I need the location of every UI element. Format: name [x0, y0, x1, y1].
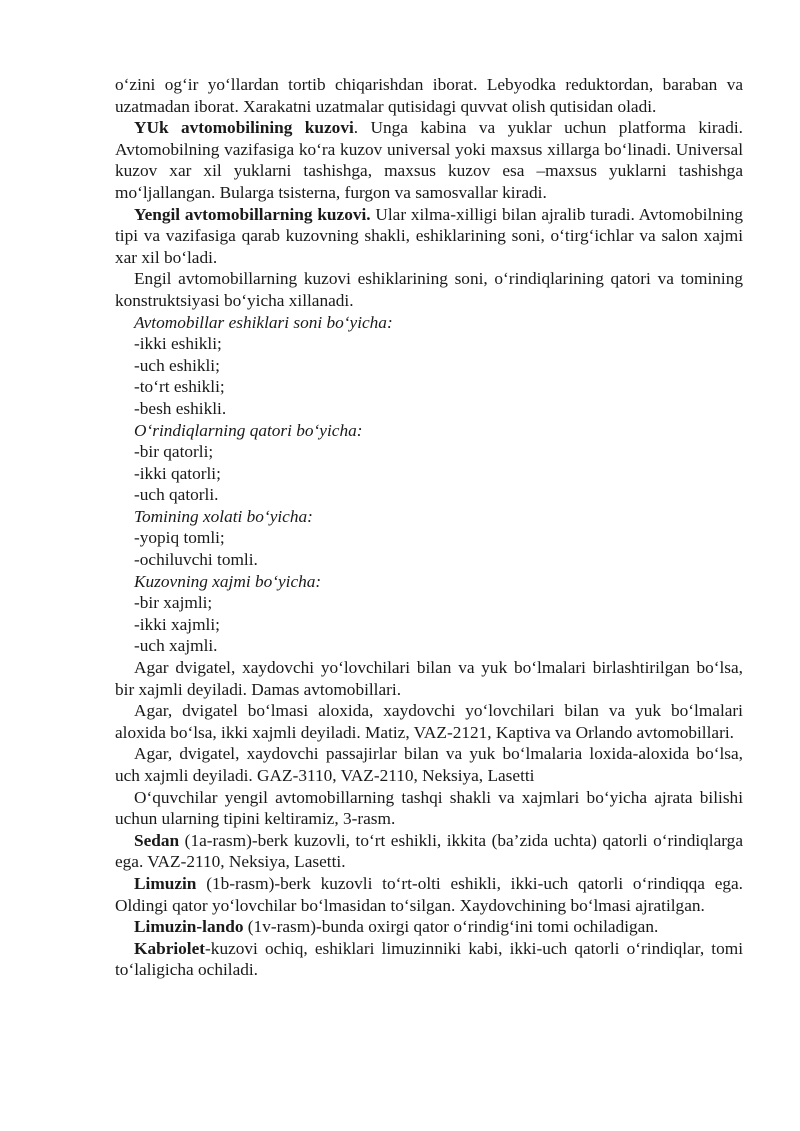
document-page	[115, 74, 743, 981]
list-item: -ikki xajmli;	[134, 614, 220, 634]
paragraph-text: . Unga kabina va yuklar uchun platforma kiradi. Avtomobilning vazifasiga ko‘ra kuzov universal yoki maxsus xillarga bo‘linadi. Universal kuzov xar xil yuklarni tashishga, maxsus kuzov esa –maxsus yuklarni tashishga mo‘ljallangan. Bularga tsisterna, furgon va samosvallar kiradi.	[115, 118, 744, 202]
paragraph-text: (1v-rasm)-bunda oxirgi qator o‘rindig‘ini tomi ochiladigan.	[243, 917, 659, 937]
list-item: -bir xajmli;	[134, 593, 213, 613]
list-item: -to‘rt eshikli;	[134, 377, 225, 397]
paragraph-car-body	[115, 204, 743, 269]
paragraph-text: (1a-rasm)-berk kuzovli, to‘rt eshikli, ikkita (ba’zida uchta) qatorli o‘rindiqlarga ega. VAZ-2110, Neksiya, Lasetti.	[115, 830, 743, 872]
term-truck-body: YUk avtomobilining kuzovi	[134, 118, 354, 138]
paragraph-text: -kuzovi ochiq, eshiklari limuzinniki kabi, ikki-uch qatorli o‘rindiqlar, tomi to‘laligicha ochiladi.	[115, 938, 743, 980]
paragraph-cabriolet	[115, 938, 743, 981]
paragraph-classification: Engil avtomobillarning kuzovi eshiklarining soni, o‘rindiqlarining qatori va tomining konstruktsiyasi bo‘yicha xillanadi.	[115, 269, 743, 310]
term-car-body: Yengil avtomobillarning kuzovi.	[134, 204, 371, 224]
list-heading-doors: Avtomobillar eshiklari soni bo‘yicha:	[134, 312, 393, 332]
paragraph-types-intro: O‘quvchilar yengil avtomobillarning tashqi shakli va xajmlari bo‘yicha ajrata bilishi uchun ularning tipini keltiramiz, 3-rasm.	[115, 787, 743, 829]
paragraph-limousine-landau	[115, 916, 743, 938]
paragraph-text: Ular xilma-xilligi bilan ajralib turadi. Avtomobilning tipi va vazifasiga qarab kuzovning shakli, eshiklarining soni, o‘tirg‘ichlar va salon xajmi xar xil bo‘ladi.	[115, 204, 743, 267]
list-item: -ikki eshikli;	[134, 334, 222, 354]
paragraph-winch: o‘zini og‘ir yo‘llardan tortib chiqarishdan iborat. Lebyodka reduktordan, baraban va uzatmadan iborat. Xarakatni uzatmalar qutisidagi quvvat olish qutisidan oladi.	[115, 75, 743, 116]
list-item: -bir qatorli;	[134, 442, 214, 462]
list-item: -ikki qatorli;	[134, 463, 221, 483]
paragraph-three-volume: Agar, dvigatel, xaydovchi passajirlar bilan va yuk bo‘lmalaria loxida-aloxida bo‘lsa, uch xajmli deyiladi. GAZ-3110, VAZ-2110, Neksiya, Lasetti	[115, 744, 743, 785]
term-limousine-landau: Limuzin-lando	[134, 917, 244, 937]
term-cabriolet: Kabriolet	[134, 938, 206, 958]
term-limousine: Limuzin	[134, 873, 197, 893]
list-heading-volume: Kuzovning xajmi bo‘yicha:	[134, 571, 322, 591]
paragraph-limousine	[115, 873, 743, 916]
paragraph-truck-body	[115, 117, 743, 203]
list-heading-rows: O‘rindiqlarning qatori bo‘yicha:	[134, 420, 363, 440]
term-sedan: Sedan	[134, 830, 180, 850]
paragraph-two-volume: Agar, dvigatel bo‘lmasi aloxida, xaydovchi yo‘lovchilari bilan va yuk bo‘lmalari aloxida bo‘lsa, ikki xajmli deyiladi. Matiz, VAZ-2121, Kaptiva va Orlando avtomobillari.	[115, 701, 743, 742]
list-item: -uch qatorli.	[134, 485, 219, 505]
list-item: -yopiq tomli;	[134, 528, 225, 548]
paragraph-text: (1b-rasm)-berk kuzovli to‘rt-olti eshikli, ikki-uch qatorli o‘rindiqqa ega. Oldingi qator yo‘lovchilar bo‘lmasidan to‘silgan. Xaydovchining bo‘lmasi ajratilgan.	[115, 873, 743, 915]
list-item: -uch xajmli.	[134, 636, 218, 656]
list-heading-roof: Tomining xolati bo‘yicha:	[134, 506, 313, 526]
paragraph-sedan	[115, 830, 743, 873]
list-item: -uch eshikli;	[134, 355, 220, 375]
list-item: -ochiluvchi tomli.	[134, 550, 258, 570]
paragraph-one-volume: Agar dvigatel, xaydovchi yo‘lovchilari bilan va yuk bo‘lmalari birlashtirilgan bo‘lsa, bir xajmli deyiladi. Damas avtomobillari.	[115, 658, 743, 699]
list-item: -besh eshikli.	[134, 398, 227, 418]
